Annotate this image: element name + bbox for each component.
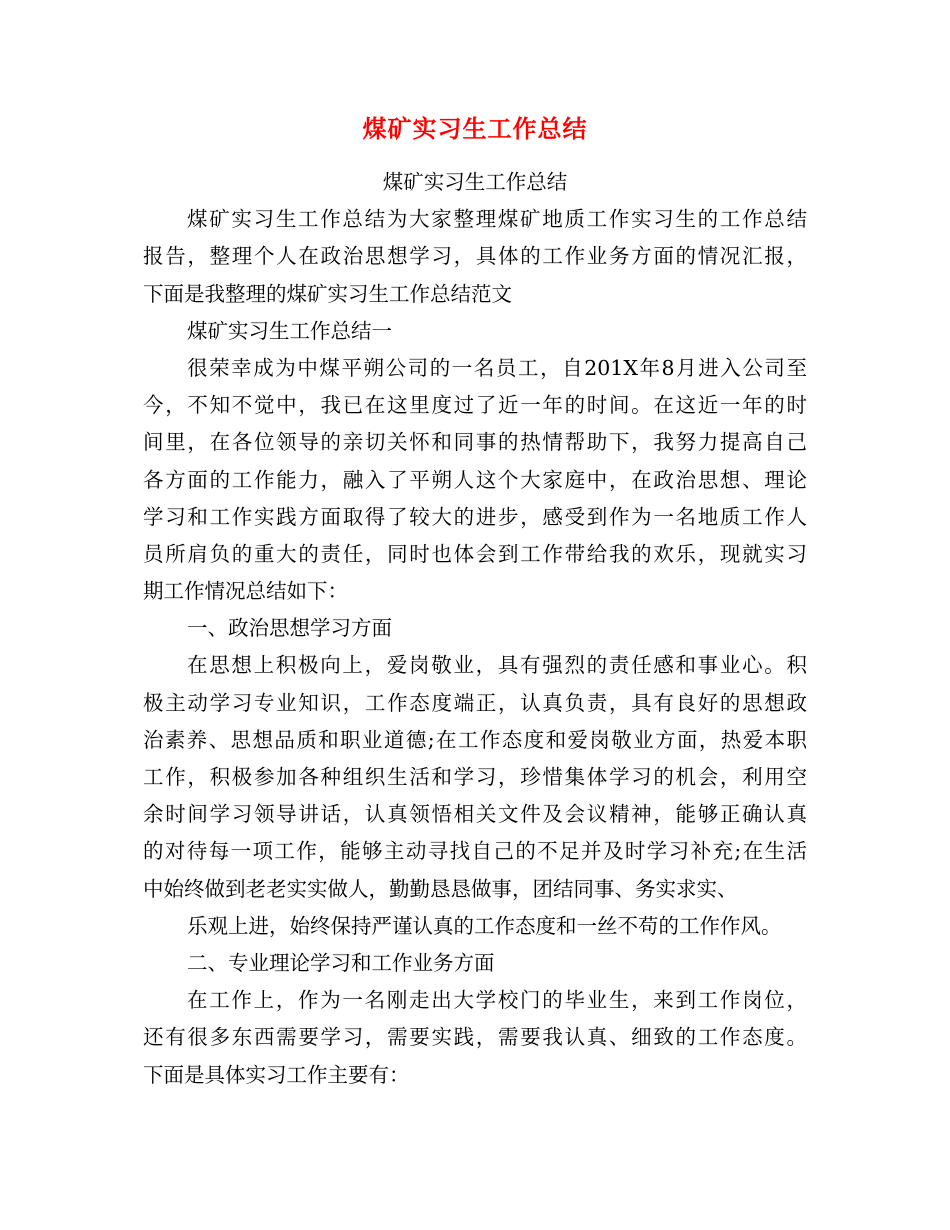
text-line: 在工作上，作为一名刚走出大学校门的毕业生，来到工作岗位， [187,988,807,1013]
text-line: 间里，在各位领导的亲切关怀和同事的热情帮助下，我努力提高自己 [143,430,807,455]
text-line: 二、专业理论学习和工作业务方面 [187,950,495,975]
text-line: 煤矿实习生工作总结一 [187,318,392,343]
text-line: 治素养、思想品质和职业道德;在工作态度和爱岗敬业方面，热爱本职 [143,727,807,752]
document-subtitle: 煤矿实习生工作总结 [382,170,568,194]
text-line: 煤矿实习生工作总结为大家整理煤矿地质工作实习生的工作总结 [187,207,807,232]
text-line: 期工作情况总结如下： [143,579,348,604]
document-body [143,164,807,1094]
text-line: 今，不知不觉中，我已在这里度过了近一年的时间。在这近一年的时 [143,393,807,418]
text-line: 乐观上进，始终保持严谨认真的工作态度和一丝不苟的工作作风。 [187,913,782,938]
text-line: 各方面的工作能力，融入了平朔人这个大家庭中，在政治思想、理论 [143,467,807,492]
text-line: 一、政治思想学习方面 [187,616,392,641]
document-title: 煤矿实习生工作总结 [362,114,588,143]
text-line: 工作，积极参加各种组织生活和学习，珍惜集体学习的机会，利用空 [143,765,807,789]
text-line: 报告，整理个人在政治思想学习，具体的工作业务方面的情况汇报， [143,244,807,269]
text-line: 还有很多东西需要学习，需要实践，需要我认真、细致的工作态度。 [143,1025,807,1050]
text-line: 余时间学习领导讲话，认真领悟相关文件及会议精神，能够正确认真 [143,802,807,827]
text-line: 学习和工作实践方面取得了较大的进步，感受到作为一名地质工作人 [143,504,807,529]
text-line: 的对待每一项工作，能够主动寻找自己的不足并及时学习补充;在生活 [143,839,807,864]
text-line: 中始终做到老老实实做人，勤勤恳恳做事，团结同事、务实求实、 [143,876,738,901]
text-line: 在思想上积极向上，爱岗敬业，具有强烈的责任感和事业心。积 [187,653,807,678]
text-line: 员所肩负的重大的责任，同时也体会到工作带给我的欢乐，现就实习 [143,541,807,566]
text-line: 很荣幸成为中煤平朔公司的一名员工，自201X年8月进入公司至 [187,355,807,380]
text-line: 极主动学习专业知识，工作态度端正，认真负责，具有良好的思想政 [143,690,807,715]
text-line: 下面是我整理的煤矿实习生工作总结范文 [143,281,512,306]
text-line: 下面是具体实习工作主要有： [143,1062,410,1087]
